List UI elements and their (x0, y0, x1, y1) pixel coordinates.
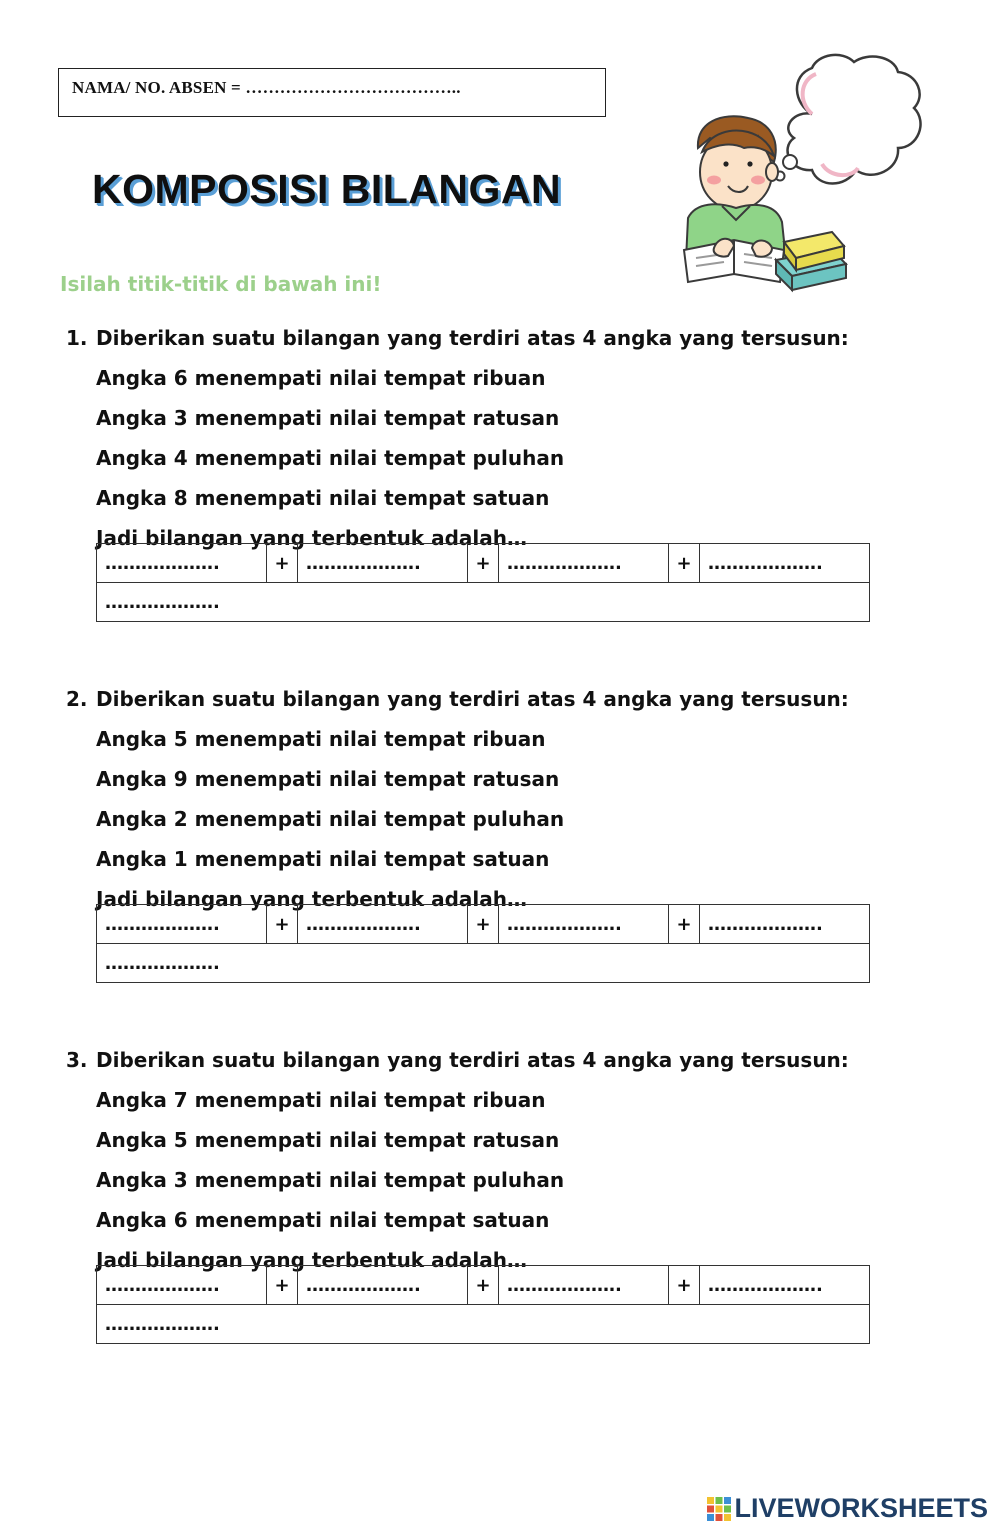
answer-table (96, 904, 870, 983)
digit-line-text: Angka 6 menempati nilai tempat ribuan (96, 366, 546, 390)
plus-sign: + (267, 905, 298, 944)
expansion-row (97, 1266, 870, 1305)
question-intro-text: Diberikan suatu bilangan yang terdiri atas 4 angka yang tersusun: (96, 687, 849, 711)
plus-sign: + (468, 905, 499, 944)
answer-blank-result[interactable]: ………………. (97, 583, 870, 622)
answer-blank-hundreds[interactable]: ………………. (298, 1266, 468, 1305)
answer-blank-thousands[interactable]: ………………. (97, 1266, 267, 1305)
result-row (97, 583, 870, 622)
answer-blank-tens[interactable]: ………………. (499, 544, 669, 583)
digit-line-text: Angka 6 menempati nilai tempat satuan (96, 1208, 550, 1232)
digit-line-text: Angka 9 menempati nilai tempat ratusan (96, 767, 560, 791)
question-intro (66, 1040, 886, 1080)
name-absen-label: NAMA/ NO. ABSEN = ……………………………….. (72, 78, 461, 97)
digit-line (66, 1160, 886, 1200)
digit-line (66, 799, 886, 839)
plus-sign: + (669, 544, 700, 583)
digit-line (66, 438, 886, 478)
answer-blank-result[interactable]: ………………. (97, 1305, 870, 1344)
plus-sign: + (669, 1266, 700, 1305)
conclusion-text: Jadi bilangan yang terbentuk adalah… (96, 1248, 527, 1272)
answer-blank-hundreds[interactable]: ………………. (298, 905, 468, 944)
answer-blank-result[interactable]: ………………. (97, 944, 870, 983)
liveworksheets-logo-icon (707, 1497, 731, 1521)
expansion-row (97, 905, 870, 944)
question-1 (66, 318, 886, 613)
liveworksheets-logo[interactable] (707, 1493, 988, 1524)
question-3 (66, 1040, 886, 1335)
answer-blank-thousands[interactable]: ………………. (97, 905, 267, 944)
conclusion-text: Jadi bilangan yang terbentuk adalah… (96, 887, 527, 911)
digit-line (66, 759, 886, 799)
plus-sign: + (468, 544, 499, 583)
digit-line-text: Angka 5 menempati nilai tempat ratusan (96, 1128, 560, 1152)
digit-line (66, 478, 886, 518)
digit-line (66, 1200, 886, 1240)
plus-sign: + (468, 1266, 499, 1305)
expansion-row (97, 544, 870, 583)
digit-line-text: Angka 7 menempati nilai tempat ribuan (96, 1088, 546, 1112)
page-title: KOMPOSISI BILANGAN (92, 166, 562, 212)
digit-line-text: Angka 2 menempati nilai tempat puluhan (96, 807, 565, 831)
digit-line-text: Angka 1 menempati nilai tempat satuan (96, 847, 550, 871)
plus-sign: + (267, 1266, 298, 1305)
digit-line-text: Angka 5 menempati nilai tempat ribuan (96, 727, 546, 751)
name-absen-field[interactable] (58, 68, 606, 117)
digit-line-text: Angka 4 menempati nilai tempat puluhan (96, 446, 565, 470)
answer-table (96, 543, 870, 622)
result-row (97, 1305, 870, 1344)
question-number: 1. (66, 326, 88, 350)
answer-blank-ones[interactable]: ………………. (700, 544, 870, 583)
question-number: 3. (66, 1048, 88, 1072)
answer-blank-ones[interactable]: ………………. (700, 1266, 870, 1305)
digit-line (66, 398, 886, 438)
plus-sign: + (267, 544, 298, 583)
digit-line-text: Angka 8 menempati nilai tempat satuan (96, 486, 550, 510)
digit-line-text: Angka 3 menempati nilai tempat ratusan (96, 406, 560, 430)
instruction-text: Isilah titik-titik di bawah ini! (60, 272, 382, 296)
answer-table (96, 1265, 870, 1344)
plus-sign: + (669, 905, 700, 944)
answer-blank-tens[interactable]: ………………. (499, 1266, 669, 1305)
question-2 (66, 679, 886, 974)
question-intro-text: Diberikan suatu bilangan yang terdiri atas 4 angka yang tersusun: (96, 1048, 849, 1072)
question-intro (66, 318, 886, 358)
question-intro-text: Diberikan suatu bilangan yang terdiri atas 4 angka yang tersusun: (96, 326, 849, 350)
conclusion-text: Jadi bilangan yang terbentuk adalah… (96, 526, 527, 550)
question-intro (66, 679, 886, 719)
digit-line (66, 1080, 886, 1120)
digit-line (66, 839, 886, 879)
result-row (97, 944, 870, 983)
question-number: 2. (66, 687, 88, 711)
answer-blank-thousands[interactable]: ………………. (97, 544, 267, 583)
answer-blank-hundreds[interactable]: ………………. (298, 544, 468, 583)
answer-blank-tens[interactable]: ………………. (499, 905, 669, 944)
liveworksheets-logo-text: LIVEWORKSHEETS (734, 1493, 988, 1523)
digit-line (66, 1120, 886, 1160)
digit-line (66, 358, 886, 398)
digit-line-text: Angka 3 menempati nilai tempat puluhan (96, 1168, 565, 1192)
boy-reading-illustration (662, 52, 934, 296)
digit-line (66, 719, 886, 759)
answer-blank-ones[interactable]: ………………. (700, 905, 870, 944)
